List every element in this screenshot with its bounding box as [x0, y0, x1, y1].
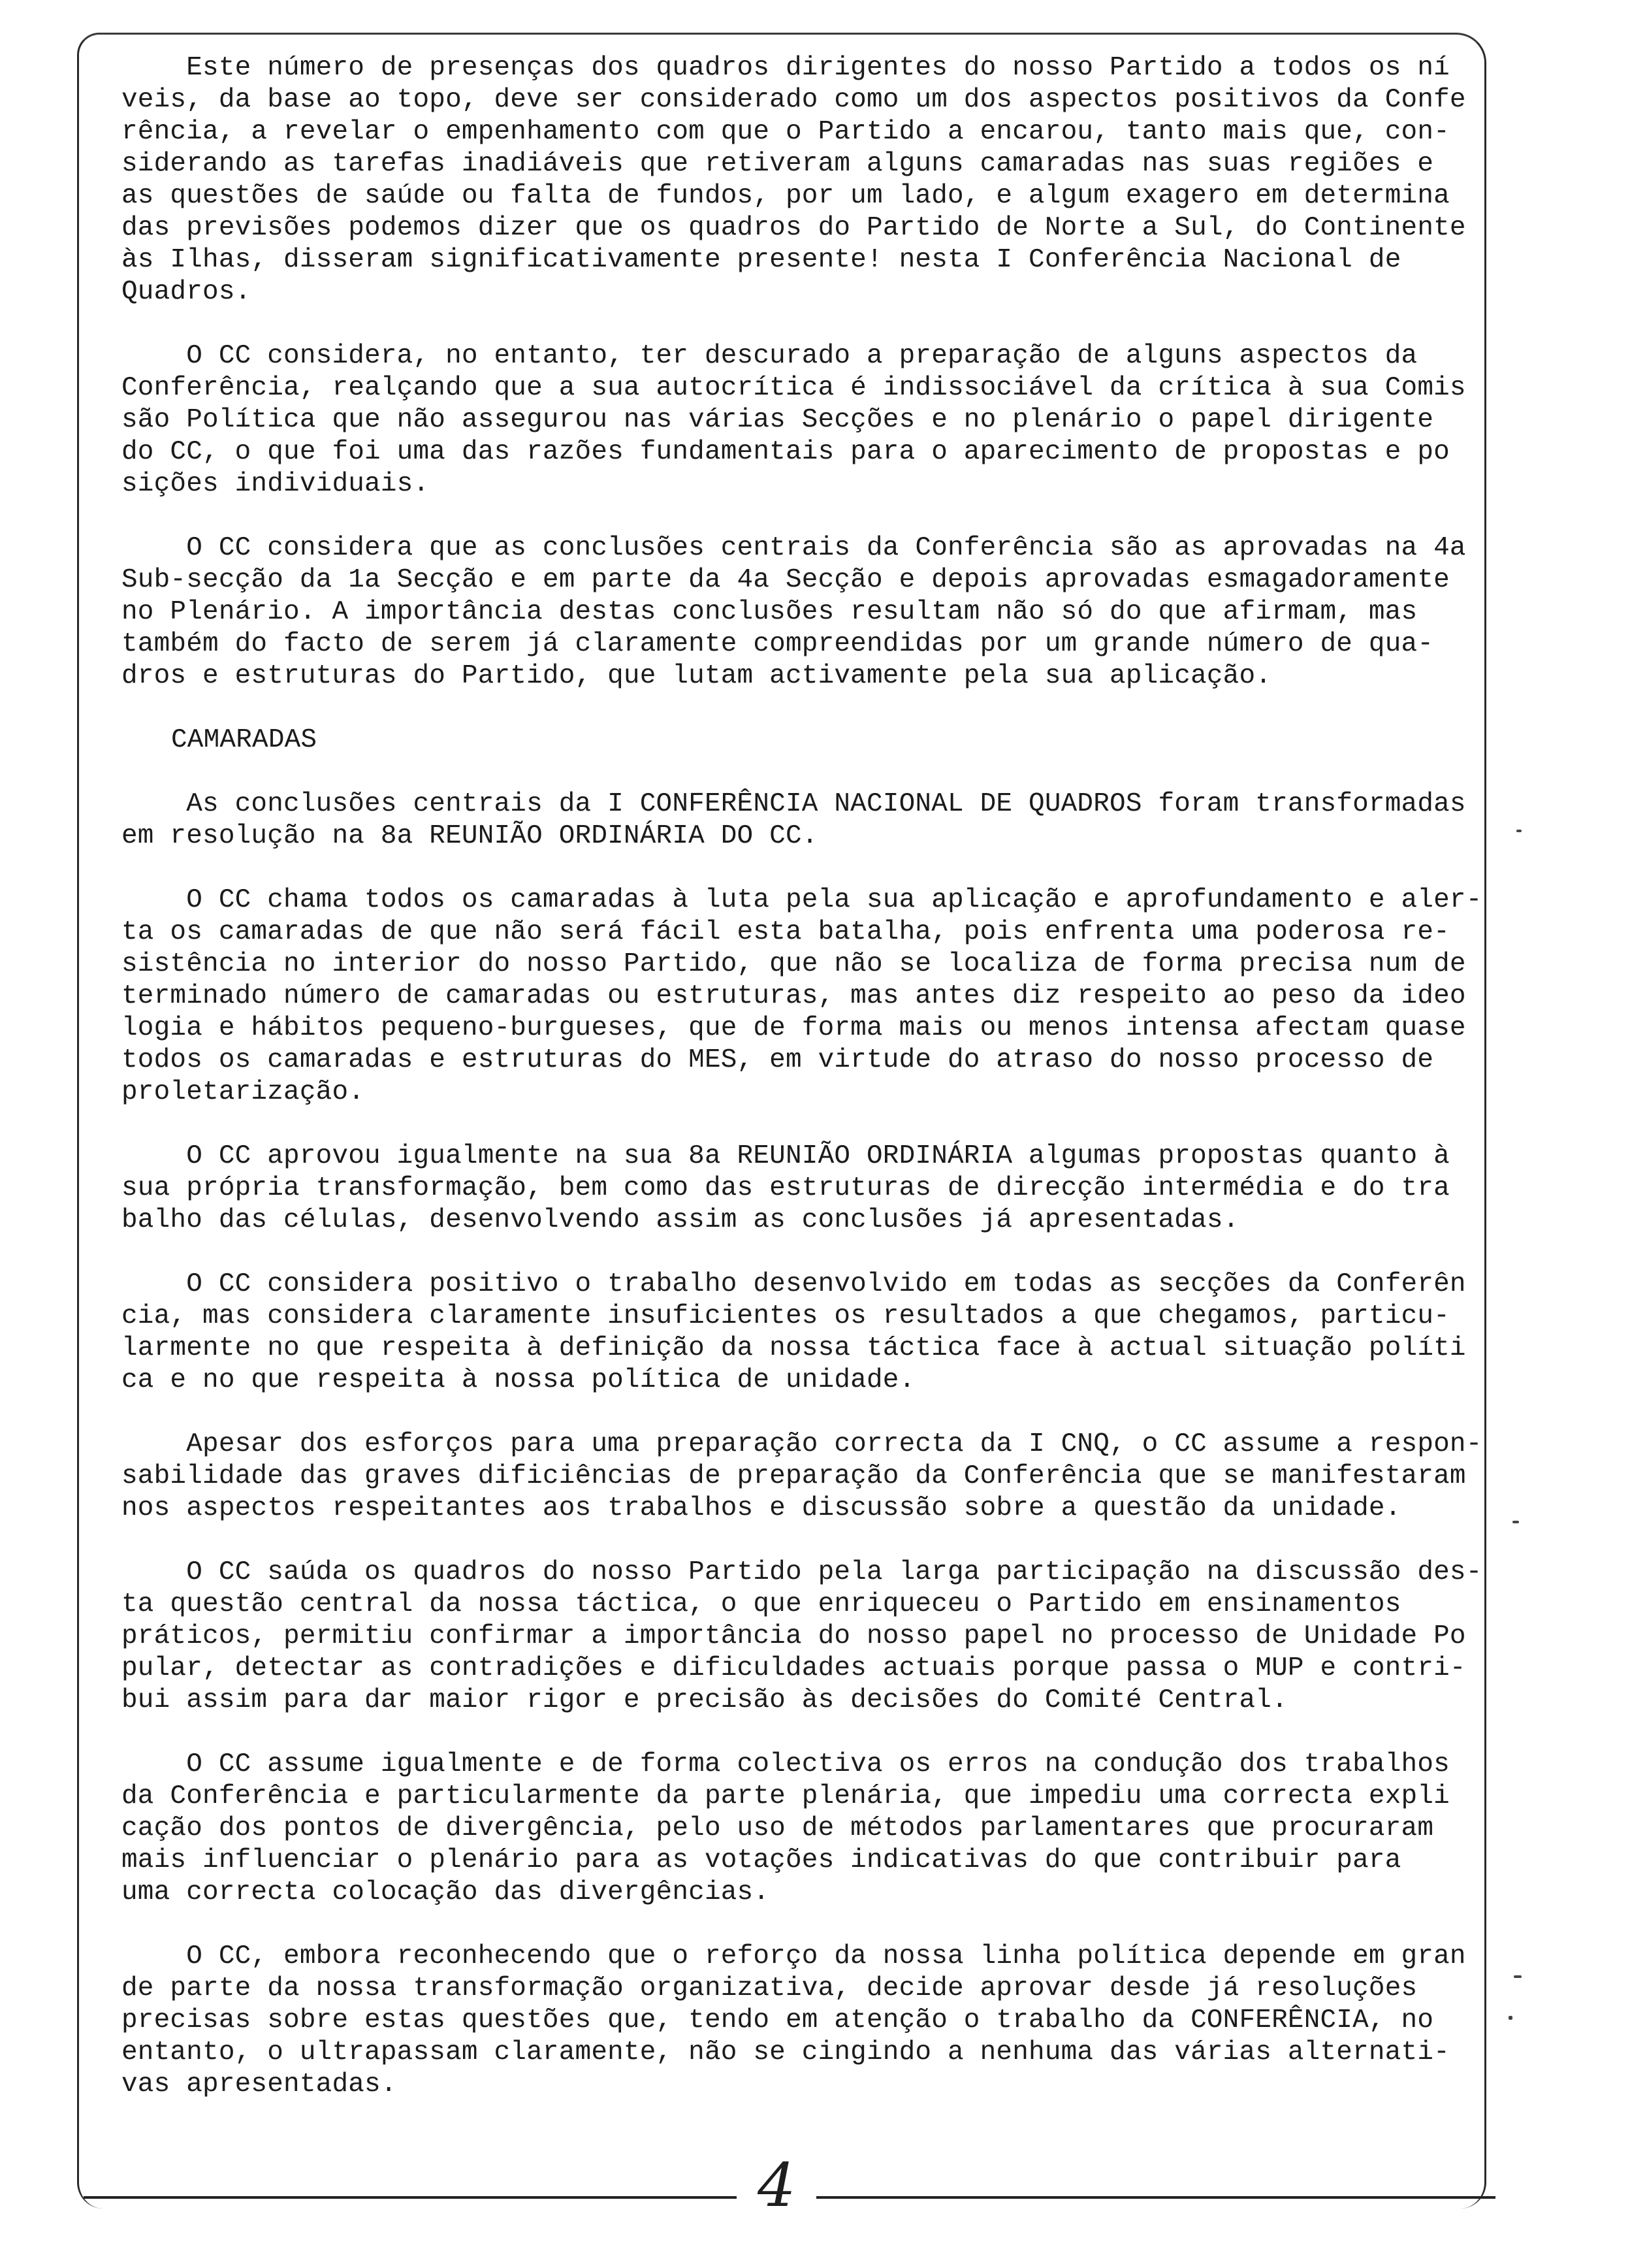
text-line: rência, a revelar o empenhamento com que o Partido a encarou, tanto mais que, con- — [121, 117, 1450, 147]
text-line: dros e estruturas do Partido, que lutam activamente pela sua aplicação. — [121, 661, 1272, 691]
text-line: Este número de presenças dos quadros dirigentes do nosso Partido a todos os ní — [121, 53, 1450, 83]
text-line: da Conferência e particularmente da parte plenária, que impediu uma correcta expli — [121, 1781, 1450, 1811]
text-line: nos aspectos respeitantes aos trabalhos e discussão sobre a questão da unidade. — [121, 1493, 1401, 1523]
text-line: no Plenário. A importância destas conclusões resultam não só do que afirmam, mas — [121, 597, 1418, 627]
section-heading: CAMARADAS — [171, 725, 317, 755]
text-line: das previsões podemos dizer que os quadros do Partido de Norte a Sul, do Continente — [121, 213, 1466, 243]
text-line: O CC aprovou igualmente na sua 8a REUNIÃO ORDINÁRIA algumas propostas quanto à — [121, 1141, 1450, 1171]
text-line: As conclusões centrais da I CONFERÊNCIA NACIONAL DE QUADROS foram transformadas — [121, 789, 1466, 819]
paragraph-transformacao — [121, 1141, 1467, 1237]
text-line: siderando as tarefas inadiáveis que retiveram alguns camaradas nas suas regiões e — [121, 149, 1434, 179]
text-line: cia, mas considera claramente insuficientes os resultados a que chegamos, particu- — [121, 1301, 1450, 1331]
text-line: Quadros. — [121, 277, 251, 307]
text-line: ta os camaradas de que não será fácil esta batalha, pois enfrenta uma poderosa re- — [121, 917, 1450, 947]
page-number: 4 — [758, 2150, 796, 2220]
text-line: são Política que não assegurou nas várias Secções e no plenário o papel dirigente — [121, 405, 1434, 435]
text-line: sições individuais. — [121, 469, 430, 499]
text-line: O CC considera que as conclusões centrais da Conferência são as aprovadas na 4a — [121, 533, 1466, 563]
text-line: O CC considera positivo o trabalho desenvolvido em todas as secções da Conferên — [121, 1269, 1466, 1299]
bottom-rule-right — [816, 2196, 1495, 2199]
scan-speck — [1514, 1975, 1522, 1978]
text-line: em resolução na 8a REUNIÃO ORDINÁRIA DO CC. — [121, 821, 818, 851]
text-line: mais influenciar o plenário para as votações indicativas do que contribuir para — [121, 1845, 1401, 1875]
text-line: do CC, o que foi uma das razões fundamentais para o aparecimento de propostas e po — [121, 437, 1450, 467]
document-body — [121, 52, 1482, 2133]
text-line: proletarização. — [121, 1077, 365, 1107]
text-line: sabilidade das graves dificiências de preparação da Conferência que se manifestaram — [121, 1461, 1466, 1491]
paragraph-responsabilidade — [121, 1429, 1482, 1525]
text-line: uma correcta colocação das divergências. — [121, 1877, 770, 1907]
text-line: também do facto de serem já claramente compreendidas por um grande número de qua- — [121, 629, 1434, 659]
text-line: precisas sobre estas questões que, tendo em atenção o trabalho da CONFERÊNCIA, no — [121, 2005, 1434, 2035]
paragraph-conclusoes-centrais — [121, 532, 1467, 692]
text-line: Conferência, realçando que a sua autocrítica é indissociável da crítica à sua Comis — [121, 373, 1466, 403]
text-line: sistência no interior do nosso Partido, que não se localiza de forma precisa num de — [121, 949, 1466, 979]
text-line: cação dos pontos de divergência, pelo uso de métodos parlamentares que procuraram — [121, 1813, 1434, 1843]
text-line: ta questão central da nossa táctica, o que enriqueceu o Partido em ensinamentos — [121, 1589, 1401, 1619]
paragraph-luta — [121, 884, 1482, 1109]
text-line: O CC assume igualmente e de forma colectiva os erros na condução dos trabalhos — [121, 1749, 1450, 1779]
text-line: balho das células, desenvolvendo assim as conclusões já apresentadas. — [121, 1205, 1239, 1235]
paragraph-erros — [121, 1749, 1467, 1909]
paragraph-presencas — [121, 52, 1467, 308]
scan-speck — [1509, 2016, 1512, 2020]
text-line: O CC saúda os quadros do nosso Partido pela larga participação na discussão des- — [121, 1557, 1482, 1587]
text-line: O CC considera, no entanto, ter descurado a preparação de alguns aspectos da — [121, 341, 1418, 371]
text-line: sua própria transformação, bem como das estruturas de direcção intermédia e do tra — [121, 1173, 1450, 1203]
text-line: Apesar dos esforços para uma preparação correcta da I CNQ, o CC assume a respon- — [121, 1429, 1482, 1459]
text-line: O CC, embora reconhecendo que o reforço da nossa linha política depende em gran — [121, 1941, 1466, 1971]
text-line: as questões de saúde ou falta de fundos, por um lado, e algum exagero em determina — [121, 181, 1450, 211]
paragraph-trabalho-positivo — [121, 1269, 1467, 1397]
text-line: Sub-secção da 1a Secção e em parte da 4a Secção e depois aprovadas esmagadoramente — [121, 565, 1450, 595]
text-line: práticos, permitiu confirmar a importância do nosso papel no processo de Unidade Po — [121, 1621, 1466, 1651]
text-line: ca e no que respeita à nossa política de unidade. — [121, 1365, 916, 1395]
bottom-rule-left — [84, 2196, 737, 2199]
scan-speck — [1516, 830, 1522, 832]
text-line: veis, da base ao topo, deve ser considerado como um dos aspectos positivos da Confe — [121, 85, 1466, 115]
text-line: terminado número de camaradas ou estruturas, mas antes diz respeito ao peso da ideo — [121, 981, 1466, 1011]
scan-speck — [1512, 1521, 1519, 1523]
text-line: larmente no que respeita à definição da nossa táctica face à actual situação políti — [121, 1333, 1466, 1363]
text-line: logia e hábitos pequeno-burgueses, que de forma mais ou menos intensa afectam quase — [121, 1013, 1466, 1043]
text-line: O CC chama todos os camaradas à luta pela sua aplicação e aprofundamento e aler- — [121, 885, 1482, 915]
paragraph-linha-politica — [121, 1941, 1467, 2101]
paragraph-descurado — [121, 340, 1467, 500]
text-line: pular, detectar as contradições e dificuldades actuais porque passa o MUP e contri- — [121, 1653, 1466, 1683]
paragraph-resolucao — [121, 788, 1467, 852]
text-line: todos os camaradas e estruturas do MES, em virtude do atraso do nosso processo de — [121, 1045, 1434, 1075]
text-line: bui assim para dar maior rigor e precisão às decisões do Comité Central. — [121, 1685, 1288, 1715]
text-line: de parte da nossa transformação organizativa, decide aprovar desde já resoluções — [121, 1973, 1418, 2003]
text-line: às Ilhas, disseram significativamente presente! nesta I Conferência Nacional de — [121, 245, 1401, 275]
paragraph-sauda — [121, 1557, 1482, 1717]
text-line: vas apresentadas. — [121, 2069, 397, 2099]
text-line: entanto, o ultrapassam claramente, não se cingindo a nenhuma das várias alternati- — [121, 2037, 1450, 2067]
